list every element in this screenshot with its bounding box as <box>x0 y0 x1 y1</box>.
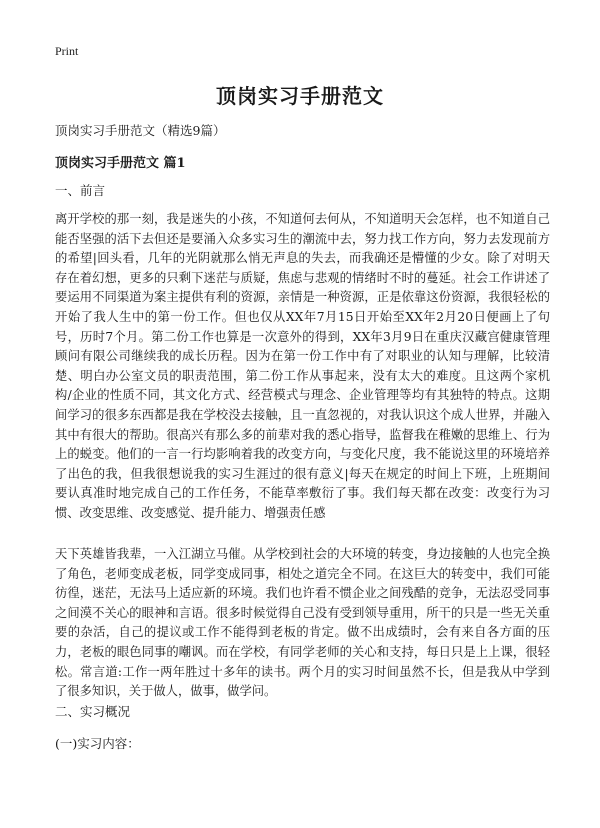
heading-content: (一)实习内容： <box>55 736 140 751</box>
document-subtitle: 顶岗实习手册范文（精选9篇） <box>55 123 226 138</box>
paragraph-transition: 天下英雄皆我辈，一入江湖立马催。从学校到社会的大环境的转变，身边接触的人也完全换了角色，老师变成老板，同学变成同事，相处之道完全不同。在这巨大的转变中，我们可能彷徨，迷茫，无法马上适应新的环境。我们也许看不惯企业之间残酷的竞争，无法忍受同事之间漠不关心的眼神和言语。很多时候觉得自己没有受到领导重用，所干的只是一些无关重要的杂活，自己的提议或工作不能得到老板的肯定。做不出成绩时，会有来自各方面的压力，老板的眼色同事的嘲讽。而在学校，有同学老师的关心和支持，每日只是上上课，很轻松。常言道:工作一两年胜过十多年的读书。两个月的实习时间虽然不长，但是我从中学到了很多知识，关于做人，做事，做学问。 <box>55 547 550 699</box>
paragraph-intro: 离开学校的那一刻，我是迷失的小孩，不知道何去何从，不知道明天会怎样，也不知道自己能否坚强的活下去但还是要涌入众多实习生的潮流中去，努力找工作方向，努力去发现前方的希望|回头看，几年的光阴就那么悄无声息的失去，而我确还是懵懂的少女。除了对明天存在着幻想，更多的只剩下迷茫与质疑，焦虑与悲观的情绪时不时的蔓延。社会工作讲述了要运用不同渠道为案主提供有利的资源，亲情是一种资源，正是依靠这份资源，我很轻松的开始了我人生中的第一份工作。但也仅从XX年7月15日开始至XX年2月20日便画上了句号，历时7个月。第二份工作也算是一次意外的得到，XX年3月9日在重庆汉藏宫健康管理顾问有限公司继续我的成长历程。因为在第一份工作中有了对职业的认知与理解，比较清楚、明白办公室文员的职责范围，第二份工作从事起来，没有太大的难度。且这两个家机构/企业的性质不同，其文化方式、经营模式与理念、企业管理等均有其独特的特点。这期间学习的很多东西都是我在学校没去接触，且一直忽视的，对我认识这个成人世界，并融入其中有很大的帮助。很高兴有那么多的前辈对我的悉心指导，监督我在稚嫩的思维上、行为上的蜕变。他们的一言一行均影响着我的改变方向，与变化尺度，我不能说这里的环境培养了出色的我，但我很想说我的实习生涯过的很有意义|每天在规定的时间上下班，上班期间要认真准时地完成自己的工作任务，不能草率敷衍了事。我们每天都在改变：改变行为习惯、改变思维、改变感觉、提升能力、增强责任感 <box>55 212 550 520</box>
heading-overview: 二、实习概况 <box>55 704 131 719</box>
print-label: Print <box>55 44 79 58</box>
document-title: 顶岗实习手册范文 <box>216 84 384 108</box>
heading-intro: 一、前言 <box>55 183 106 198</box>
section-title: 顶岗实习手册范文 篇1 <box>55 156 186 171</box>
